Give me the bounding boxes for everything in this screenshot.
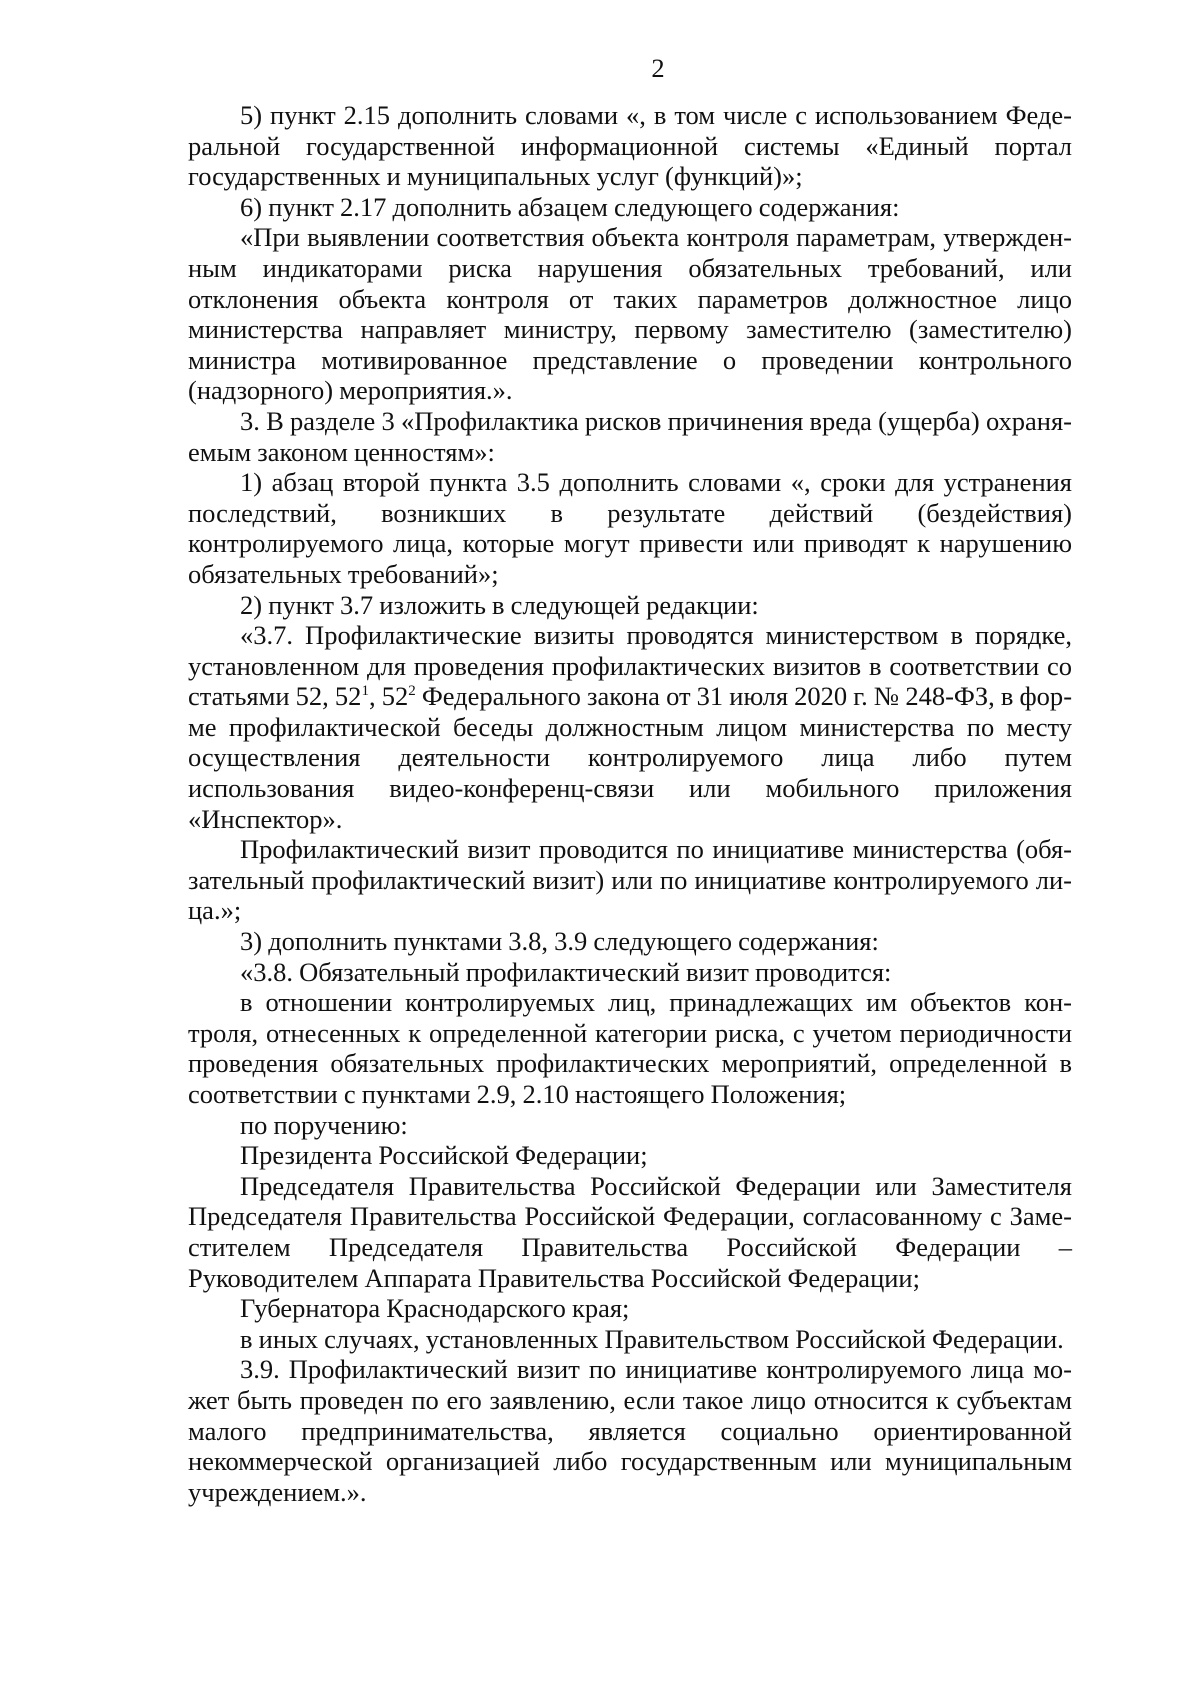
paragraph-quote-3-8: «3.8. Обязательный профилактический визит проводится: xyxy=(240,956,892,987)
paragraph-quote-3-7 xyxy=(188,620,1072,834)
paragraph-quote-3-9: 3.9. Профилактический визит по инициативе контролируемого лица может быть проведен по его заявлению, если такое лицо относится к субъектам малого предпринимательства, является социально ориентированной некоммерческой организацией либо государственным или муниципальным учреждением.». xyxy=(188,1354,1072,1507)
document-page xyxy=(188,50,1072,1507)
p37-middle: , 52 xyxy=(368,681,409,712)
p37-sup1: 1 xyxy=(361,683,369,700)
paragraph-risk-category: в отношении контролируемых лиц, принадлежащих им объектов контроля, отнесенных к определенной категории риска, с учетом периодичности проведения обязательных профилактических мероприятий, определенной в соответствии с пунктами 2.9, 2.10 настоящего Положения; xyxy=(188,987,1072,1109)
paragraph-president: Президента Российской Федерации; xyxy=(240,1140,648,1171)
paragraph-chairman: Председателя Правительства Российской Федерации или Заместителя Председателя Правительства Российской Федерации, согласованному с Заместителем Председателя Правительства Российской Федерации – Руководителем Аппарата Правительства Российской Федерации; xyxy=(188,1170,1072,1293)
p37-before: «3.7. Профилактические визиты проводятся министерством в порядке, установленном для проведения профилактических визитов в соответствии со статьями 52, 52 xyxy=(188,620,1072,712)
paragraph-item-5: 5) пункт 2.15 дополнить словами «, в том числе с использованием Федеральной государственной информационной системы «Единый портал государственных и муниципальных услуг (функций)»; xyxy=(188,100,1072,192)
paragraph-other-cases: в иных случаях, установленных Правительством Российской Федерации. xyxy=(240,1323,1064,1354)
paragraph-quote-2-17: «При выявлении соответствия объекта контроля параметрам, утвержденным индикаторами риска нарушения обязательных требований, или отклонения объекта контроля от таких параметров должностное лицо министерства направляет министру, первому заместителю (заместителю) министра мотивированное представление о проведении контрольного (надзорного) мероприятия.». xyxy=(188,222,1072,406)
paragraph-section-3: 3. В разделе 3 «Профилактика рисков причинения вреда (ущерба) охраняемым законом ценностям»: xyxy=(188,405,1072,467)
paragraph-item-6: 6) пункт 2.17 дополнить абзацем следующего содержания: xyxy=(240,191,900,222)
paragraph-governor: Губернатора Краснодарского края; xyxy=(240,1293,630,1324)
p37-sup2: 2 xyxy=(408,683,416,700)
paragraph-by-order: по поручению: xyxy=(240,1109,408,1140)
page-number: 2 xyxy=(651,53,665,83)
paragraph-visit-initiative: Профилактический визит проводится по инициативе министерства (обязательный профилактический визит) или по инициативе контролируемого лица.»; xyxy=(188,834,1072,926)
p37-after: Федерального закона от 31 июля 2020 г. № 248-ФЗ, в форме профилактической беседы должностным лицом министерства по месту осуществления деятельности контролируемого лица либо путем использования видео-конференц-связи или мобильного приложения «Инспектор». xyxy=(188,681,1073,834)
paragraph-item-3-2: 2) пункт 3.7 изложить в следующей редакции: xyxy=(240,589,759,620)
paragraph-item-3-3: 3) дополнить пунктами 3.8, 3.9 следующего содержания: xyxy=(240,926,879,957)
paragraph-item-3-1: 1) абзац второй пункта 3.5 дополнить словами «, сроки для устранения последствий, возникших в результате действий (бездействия) контролируемого лица, которые могут привести или приводят к нарушению обязательных требований»; xyxy=(188,467,1072,589)
